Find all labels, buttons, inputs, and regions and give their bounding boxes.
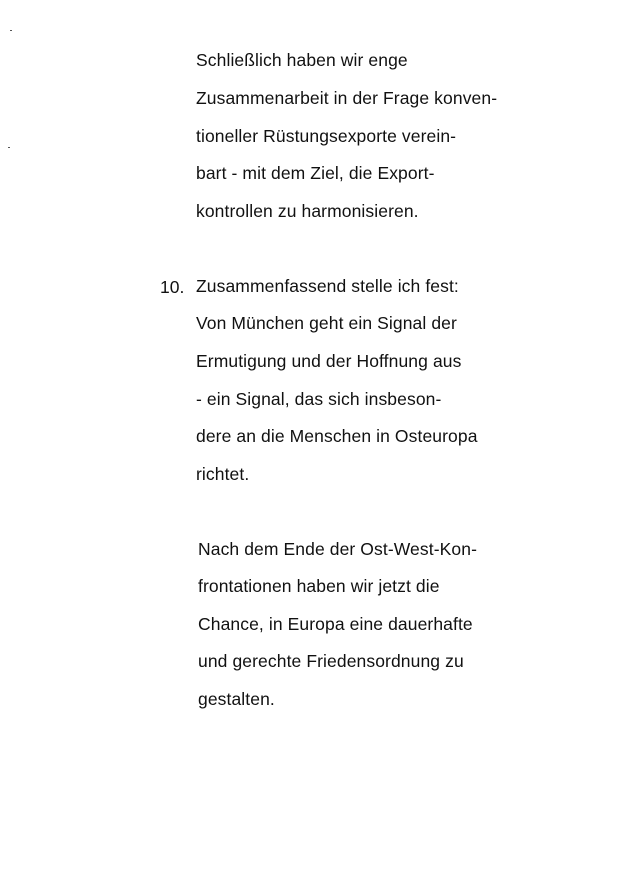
section-number: 10. (160, 277, 185, 297)
text-line: dere an die Menschen in Osteuropa (196, 426, 478, 446)
text-line: bart - mit dem Ziel, die Export- (196, 163, 435, 183)
text-line: richtet. (196, 464, 250, 484)
text-line: und gerechte Friedensordnung zu (198, 651, 464, 671)
text-line: Zusammenarbeit in der Frage konven- (196, 88, 498, 108)
scan-speck (8, 147, 10, 148)
text-line: - ein Signal, das sich insbeson- (196, 389, 442, 409)
text-line: kontrollen zu harmonisieren. (196, 201, 419, 221)
scan-speck (10, 30, 12, 31)
text-line: gestalten. (198, 689, 275, 709)
text-line: frontationen haben wir jetzt die (198, 576, 440, 596)
text-line: Ermutigung und der Hoffnung aus (196, 351, 462, 371)
text-line: tioneller Rüstungsexporte verein- (196, 126, 457, 146)
text-line: Nach dem Ende der Ost-West-Kon- (198, 539, 477, 559)
text-line: Von München geht ein Signal der (196, 313, 457, 333)
text-line: Zusammenfassend stelle ich fest: (196, 276, 459, 296)
text-line: Schließlich haben wir enge (196, 50, 408, 70)
text-line: Chance, in Europa eine dauerhafte (198, 614, 473, 634)
